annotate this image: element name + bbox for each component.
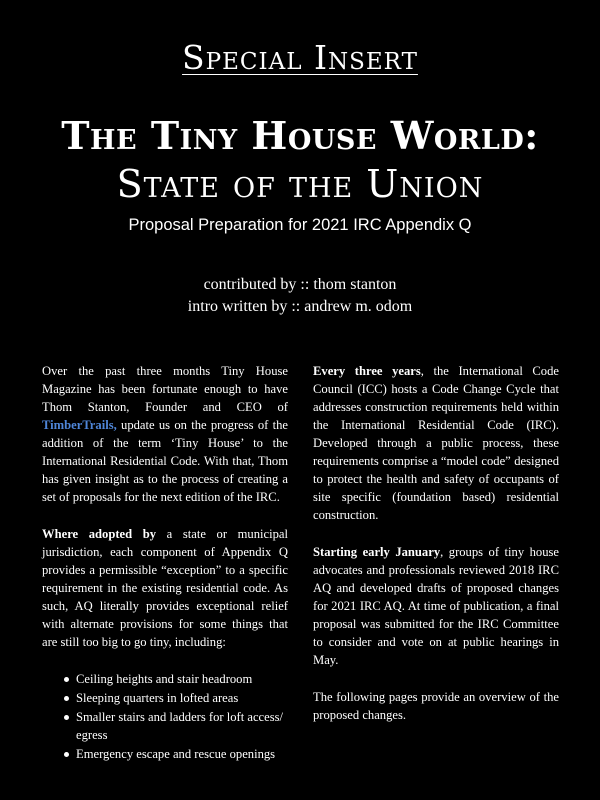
bullet-icon <box>64 677 69 682</box>
appendix-q-lead: Where adopted by <box>42 527 157 541</box>
list-item-text: Sleeping quarters in lofted areas <box>76 691 239 705</box>
title-line-1: The Tiny House World: <box>61 113 539 158</box>
contributor-credit: contributed by :: thom stanton <box>203 276 397 293</box>
appendix-q-paragraph <box>42 525 288 651</box>
code-cycle-paragraph <box>313 362 559 524</box>
code-cycle-text: , the International Code Council (ICC) hosts a Code Change Cycle that addresses construction requirements held within the International Residential Code (IRC). Developed through a public process, these requirements comprise a “model code” designed to protect the health and safety of occupants of site specific (foundation based) residential construction. <box>313 364 559 522</box>
list-item <box>64 708 288 744</box>
intro-paragraph <box>42 362 288 506</box>
exceptions-list <box>42 670 288 763</box>
intro-text-end: update us on the progress of the addition of the term ‘Tiny House’ to the International Residential Code. With that, Thom has given insight as to the process of creating a set of proposals for the next edition of the IRC. <box>42 418 288 504</box>
intro-text-start: Over the past three months Tiny House Magazine has been fortunate enough to have Thom Stanton, Founder and CEO of <box>42 364 288 414</box>
overview-paragraph: The following pages provide an overview of the proposed changes. <box>313 690 559 722</box>
credits <box>0 274 600 318</box>
article-title <box>0 112 600 208</box>
code-cycle-lead: Every three years <box>313 364 421 378</box>
list-item-text: Ceiling heights and stair headroom <box>76 672 253 686</box>
left-column <box>42 362 288 764</box>
right-column <box>313 362 559 743</box>
bullet-icon <box>64 696 69 701</box>
list-item-text: Smaller stairs and ladders for loft access/ egress <box>76 710 284 742</box>
intro-author-credit: intro written by :: andrew m. odom <box>187 298 413 315</box>
timbertrails-link[interactable]: TimberTrails, <box>42 418 117 432</box>
title-line-2: State of the Union <box>116 162 484 206</box>
list-item-text: Emergency escape and rescue openings <box>76 747 276 761</box>
bullet-icon <box>64 715 69 720</box>
review-paragraph <box>313 543 559 669</box>
list-item <box>64 670 288 688</box>
bullet-icon <box>64 752 69 757</box>
section-kicker: Special Insert <box>182 38 418 77</box>
list-item <box>64 689 288 707</box>
article-subtitle: Proposal Preparation for 2021 IRC Appendix Q <box>128 216 472 234</box>
review-text: , groups of tiny house advocates and professionals reviewed 2018 IRC AQ and developed drafts of proposed changes for 2021 IRC AQ. At time of publication, a final proposal was submitted for the IRC Committee to consider and vote on at public hearings in May. <box>313 545 559 667</box>
appendix-q-text: a state or municipal jurisdiction, each component of Appendix Q provides a permissible “exception” to a specific requirement in the existing residential code. As such, AQ literally provides exceptional relief with alternate provisions for some things that are still too big to go tiny, including: <box>42 527 288 649</box>
review-lead: Starting early January <box>313 545 441 559</box>
list-item <box>64 745 288 763</box>
